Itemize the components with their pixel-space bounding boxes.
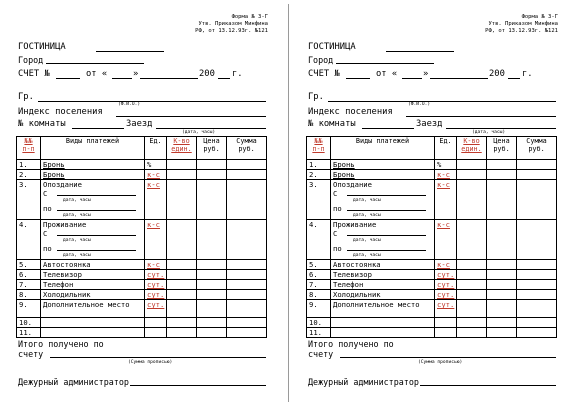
quantity-cell[interactable]	[167, 170, 197, 180]
quantity-cell[interactable]	[167, 270, 197, 280]
from-date-line-caption: дата, часы	[353, 238, 381, 243]
sum-cell[interactable]	[517, 260, 557, 270]
unit	[435, 220, 457, 260]
form-approval: Утв. Приказом Минфина	[198, 21, 268, 27]
form-number: Форма № 3-Г	[231, 14, 268, 20]
guest-label: Гр.	[308, 92, 324, 102]
unit	[435, 280, 457, 290]
table-row	[17, 180, 267, 220]
table-row	[307, 160, 557, 170]
total-field[interactable]	[340, 357, 556, 358]
table-row	[307, 318, 557, 328]
price-cell[interactable]	[197, 328, 227, 338]
index-label: Индекс поселения	[308, 107, 393, 117]
sum-cell[interactable]	[227, 280, 267, 290]
row-number: 1.	[307, 160, 331, 170]
table-row	[17, 260, 267, 270]
table-row	[17, 220, 267, 260]
sum-cell[interactable]	[517, 280, 557, 290]
unit-value: к-с	[147, 180, 160, 189]
row-number: 11.	[307, 328, 331, 338]
fio-caption: (Ф.И.О.)	[118, 102, 141, 107]
quantity-cell[interactable]	[457, 328, 487, 338]
sum-cell[interactable]	[227, 300, 267, 318]
quantity-cell[interactable]	[457, 270, 487, 280]
table-row	[307, 328, 557, 338]
table-row	[307, 290, 557, 300]
payment-type: Телефон	[41, 280, 145, 290]
sum-cell[interactable]	[517, 290, 557, 300]
row-number: 3.	[17, 180, 41, 220]
price-cell[interactable]	[487, 290, 517, 300]
payment-type: Бронь	[41, 170, 145, 180]
payments-table	[16, 136, 267, 338]
quantity-cell[interactable]	[167, 260, 197, 270]
index-field[interactable]	[116, 116, 266, 117]
unit-value: к-с	[437, 260, 450, 269]
unit-value: сут.	[437, 280, 455, 289]
payment-type: Дополнительное место	[41, 300, 145, 318]
row-number: 5.	[307, 260, 331, 270]
hotel-label: ГОСТИНИЦА	[18, 42, 66, 52]
words-caption: (Сумма прописью)	[418, 360, 463, 365]
table-row	[307, 180, 557, 220]
unit-value: сут.	[147, 270, 165, 279]
invoice-number-field[interactable]	[346, 78, 370, 79]
datetime-caption: (дата, часы)	[182, 130, 216, 135]
col-unit-header: Ед.	[435, 137, 457, 160]
unit-value: %	[437, 160, 442, 169]
sum-cell[interactable]	[517, 300, 557, 318]
unit-value: %	[147, 160, 152, 169]
table-row	[307, 280, 557, 290]
price-cell[interactable]	[197, 270, 227, 280]
from-date-line-caption: дата, часы	[63, 198, 91, 203]
table-row	[17, 170, 267, 180]
admin-signature-field[interactable]	[420, 385, 556, 386]
row-number: 6.	[17, 270, 41, 280]
sum-cell[interactable]	[517, 160, 557, 170]
year-field[interactable]	[218, 78, 230, 79]
unit	[145, 280, 167, 290]
payment-type-label: Опоздание	[43, 180, 82, 189]
words-caption: (Сумма прописью)	[128, 360, 173, 365]
payment-type: Холодильник	[331, 290, 435, 300]
price-cell[interactable]	[487, 170, 517, 180]
year-field[interactable]	[508, 78, 520, 79]
unit-value: к-с	[437, 220, 450, 229]
table-row	[307, 220, 557, 260]
row-number: 10.	[307, 318, 331, 328]
sum-cell[interactable]	[517, 328, 557, 338]
unit	[435, 260, 457, 270]
to-date-line[interactable]	[57, 210, 136, 211]
day-field[interactable]	[402, 78, 422, 79]
index-label: Индекс поселения	[18, 107, 103, 117]
to-date-line-caption: дата, часы	[353, 213, 381, 218]
price-cell[interactable]	[197, 160, 227, 170]
from-date-line-label: С	[43, 229, 48, 238]
table-row	[17, 328, 267, 338]
price-cell[interactable]	[197, 290, 227, 300]
price-cell[interactable]	[197, 318, 227, 328]
admin-label: Дежурный администратор	[308, 377, 419, 387]
price-cell[interactable]	[487, 300, 517, 318]
payment-type: Телефон	[331, 280, 435, 290]
price-cell[interactable]	[487, 180, 517, 220]
table-row	[17, 290, 267, 300]
row-number: 7.	[307, 280, 331, 290]
payment-type	[41, 180, 145, 220]
year-suffix: г.	[232, 69, 243, 79]
unit-value: сут.	[437, 270, 455, 279]
page-divider	[288, 4, 289, 402]
unit	[145, 300, 167, 318]
year-label: 200	[199, 69, 215, 79]
payment-type: Холодильник	[41, 290, 145, 300]
from-label: от «	[86, 69, 108, 79]
quantity-cell[interactable]	[167, 220, 197, 260]
invoice-number-field[interactable]	[56, 78, 80, 79]
unit	[145, 180, 167, 220]
to-date-line-caption: дата, часы	[63, 213, 91, 218]
price-cell[interactable]	[487, 280, 517, 290]
arrival-field[interactable]	[156, 128, 266, 129]
unit	[435, 180, 457, 220]
table-header-row	[17, 137, 267, 160]
quantity-cell[interactable]	[457, 280, 487, 290]
unit	[435, 290, 457, 300]
form-reference: РФ, от 13.12.93г. №121	[195, 28, 268, 34]
payment-type: Бронь	[41, 160, 145, 170]
unit	[145, 328, 167, 338]
to-date-line-label: по	[333, 204, 342, 213]
row-number: 8.	[17, 290, 41, 300]
price-cell[interactable]	[487, 270, 517, 280]
row-number: 7.	[17, 280, 41, 290]
from-date-line[interactable]	[347, 195, 426, 196]
unit	[435, 170, 457, 180]
quantity-cell[interactable]	[457, 290, 487, 300]
quantity-cell[interactable]	[167, 160, 197, 170]
city-label: Город	[308, 55, 334, 65]
quantity-cell[interactable]	[167, 290, 197, 300]
sum-cell[interactable]	[227, 160, 267, 170]
price-cell[interactable]	[487, 220, 517, 260]
payment-type	[331, 220, 435, 260]
row-number: 1.	[17, 160, 41, 170]
sum-cell[interactable]	[227, 270, 267, 280]
col-price-header: Цена руб.	[197, 137, 227, 160]
table-row	[307, 270, 557, 280]
col-qty-header: К-во един.	[457, 137, 487, 160]
from-date-line-caption: дата, часы	[63, 238, 91, 243]
unit	[145, 220, 167, 260]
to-date-line-label: по	[333, 244, 342, 253]
price-cell[interactable]	[197, 170, 227, 180]
payment-type: Бронь	[331, 160, 435, 170]
from-date-line-label: С	[333, 229, 338, 238]
to-date-line[interactable]	[347, 210, 426, 211]
arrival-label: Заезд	[416, 119, 443, 129]
unit	[145, 318, 167, 328]
arrival-field[interactable]	[446, 128, 556, 129]
payment-type: Автостоянка	[41, 260, 145, 270]
sum-cell[interactable]	[227, 180, 267, 220]
to-date-line-label: по	[43, 204, 52, 213]
city-label: Город	[18, 55, 44, 65]
row-number: 3.	[307, 180, 331, 220]
month-field[interactable]	[140, 78, 198, 79]
unit-value: к-с	[147, 170, 160, 179]
total-field[interactable]	[50, 357, 266, 358]
unit-value: сут.	[437, 300, 455, 309]
sum-cell[interactable]	[227, 328, 267, 338]
row-number: 6.	[307, 270, 331, 280]
table-row	[17, 318, 267, 328]
city-field[interactable]	[46, 63, 144, 64]
unit	[145, 290, 167, 300]
city-field[interactable]	[336, 63, 434, 64]
form-number: Форма № 3-Г	[521, 14, 558, 20]
to-date-line[interactable]	[347, 250, 426, 251]
form-reference: РФ, от 13.12.93г. №121	[485, 28, 558, 34]
account-label: счету	[308, 349, 334, 359]
payments-table	[306, 136, 557, 338]
payment-type: Дополнительное место	[331, 300, 435, 318]
unit	[145, 170, 167, 180]
to-date-line-label: по	[43, 244, 52, 253]
invoice-number-label: СЧЕТ №	[308, 69, 340, 79]
day-close-quote: »	[423, 69, 429, 79]
price-cell[interactable]	[197, 300, 227, 318]
from-date-line[interactable]	[57, 235, 136, 236]
payment-type	[331, 180, 435, 220]
unit-value: сут.	[147, 300, 165, 309]
payment-type	[41, 220, 145, 260]
payment-type-label: Опоздание	[333, 180, 372, 189]
quantity-cell[interactable]	[457, 180, 487, 220]
room-label: № комнаты	[308, 119, 356, 129]
sum-cell[interactable]	[227, 318, 267, 328]
price-cell[interactable]	[487, 318, 517, 328]
total-label: Итого получено по	[308, 339, 394, 349]
year-label: 200	[489, 69, 505, 79]
form-approval: Утв. Приказом Минфина	[488, 21, 558, 27]
sum-cell[interactable]	[227, 290, 267, 300]
quantity-cell[interactable]	[457, 300, 487, 318]
index-field[interactable]	[406, 116, 556, 117]
price-cell[interactable]	[197, 180, 227, 220]
col-price-header: Цена руб.	[487, 137, 517, 160]
admin-signature-field[interactable]	[130, 385, 266, 386]
unit-value: к-с	[147, 260, 160, 269]
unit	[435, 328, 457, 338]
room-field[interactable]	[72, 128, 124, 129]
price-cell[interactable]	[487, 328, 517, 338]
payment-type	[331, 318, 435, 328]
unit	[435, 318, 457, 328]
sum-cell[interactable]	[517, 220, 557, 260]
guest-field[interactable]	[38, 101, 266, 102]
from-date-line-caption: дата, часы	[353, 198, 381, 203]
col-qty-header: К-во един.	[167, 137, 197, 160]
unit	[145, 260, 167, 270]
col-num-header: №№ п-п	[307, 137, 331, 160]
table-row	[307, 260, 557, 270]
table-row	[17, 300, 267, 318]
invoice-form-left	[6, 0, 282, 406]
quantity-cell[interactable]	[167, 300, 197, 318]
from-label: от «	[376, 69, 398, 79]
total-label: Итого получено по	[18, 339, 104, 349]
col-sum-header: Сумма руб.	[227, 137, 267, 160]
sum-cell[interactable]	[517, 270, 557, 280]
quantity-cell[interactable]	[167, 280, 197, 290]
row-number: 4.	[17, 220, 41, 260]
table-body	[307, 160, 557, 338]
quantity-cell[interactable]	[167, 180, 197, 220]
sum-cell[interactable]	[227, 170, 267, 180]
payment-type-label: Проживание	[43, 220, 87, 229]
hotel-label: ГОСТИНИЦА	[308, 42, 356, 52]
account-label: счету	[18, 349, 44, 359]
quantity-cell[interactable]	[457, 318, 487, 328]
form-header	[485, 14, 558, 35]
room-label: № комнаты	[18, 119, 66, 129]
hotel-field[interactable]	[96, 51, 164, 52]
guest-label: Гр.	[18, 92, 34, 102]
col-num-header: №№ п-п	[17, 137, 41, 160]
fio-caption: (Ф.И.О.)	[408, 102, 431, 107]
quantity-cell[interactable]	[457, 220, 487, 260]
unit	[145, 160, 167, 170]
price-cell[interactable]	[197, 220, 227, 260]
row-number: 10.	[17, 318, 41, 328]
to-date-line-caption: дата, часы	[353, 253, 381, 258]
price-cell[interactable]	[487, 260, 517, 270]
payment-type	[41, 328, 145, 338]
from-date-line[interactable]	[347, 235, 426, 236]
arrival-label: Заезд	[126, 119, 153, 129]
quantity-cell[interactable]	[457, 170, 487, 180]
col-type-header: Виды платежей	[331, 137, 435, 160]
sum-cell[interactable]	[517, 180, 557, 220]
unit-value: к-с	[437, 180, 450, 189]
sum-cell[interactable]	[517, 170, 557, 180]
price-cell[interactable]	[487, 160, 517, 170]
row-number: 9.	[307, 300, 331, 318]
room-field[interactable]	[362, 128, 414, 129]
col-sum-header: Сумма руб.	[517, 137, 557, 160]
unit	[435, 270, 457, 280]
day-close-quote: »	[133, 69, 139, 79]
payment-type-label: Проживание	[333, 220, 377, 229]
table-row	[17, 270, 267, 280]
payment-type: Автостоянка	[331, 260, 435, 270]
unit-value: к-с	[147, 220, 160, 229]
table-row	[307, 170, 557, 180]
unit	[145, 270, 167, 280]
quantity-cell[interactable]	[167, 318, 197, 328]
admin-label: Дежурный администратор	[18, 377, 129, 387]
to-date-line-caption: дата, часы	[63, 253, 91, 258]
table-header-row	[307, 137, 557, 160]
to-date-line[interactable]	[57, 250, 136, 251]
table-row	[17, 160, 267, 170]
guest-field[interactable]	[328, 101, 556, 102]
unit-value: сут.	[147, 280, 165, 289]
unit	[435, 300, 457, 318]
year-suffix: г.	[522, 69, 533, 79]
from-date-line-label: С	[43, 189, 48, 198]
payment-type: Телевизор	[331, 270, 435, 280]
datetime-caption: (дата, часы)	[472, 130, 506, 135]
month-field[interactable]	[430, 78, 488, 79]
table-row	[307, 300, 557, 318]
from-date-line[interactable]	[57, 195, 136, 196]
quantity-cell[interactable]	[167, 328, 197, 338]
quantity-cell[interactable]	[457, 260, 487, 270]
row-number: 5.	[17, 260, 41, 270]
day-field[interactable]	[112, 78, 132, 79]
col-unit-header: Ед.	[145, 137, 167, 160]
table-body	[17, 160, 267, 338]
table-row	[17, 280, 267, 290]
sum-cell[interactable]	[227, 220, 267, 260]
unit-value: сут.	[147, 290, 165, 299]
form-header	[195, 14, 268, 35]
sum-cell[interactable]	[517, 318, 557, 328]
row-number: 9.	[17, 300, 41, 318]
payment-type: Телевизор	[41, 270, 145, 280]
row-number: 8.	[307, 290, 331, 300]
col-type-header: Виды платежей	[41, 137, 145, 160]
row-number: 2.	[307, 170, 331, 180]
hotel-field[interactable]	[386, 51, 454, 52]
price-cell[interactable]	[197, 280, 227, 290]
row-number: 4.	[307, 220, 331, 260]
invoice-form-right	[296, 0, 572, 406]
price-cell[interactable]	[197, 260, 227, 270]
unit	[435, 160, 457, 170]
payment-type	[41, 318, 145, 328]
payment-type: Бронь	[331, 170, 435, 180]
sum-cell[interactable]	[227, 260, 267, 270]
unit-value: сут.	[437, 290, 455, 299]
row-number: 2.	[17, 170, 41, 180]
row-number: 11.	[17, 328, 41, 338]
quantity-cell[interactable]	[457, 160, 487, 170]
from-date-line-label: С	[333, 189, 338, 198]
unit-value: к-с	[437, 170, 450, 179]
invoice-number-label: СЧЕТ №	[18, 69, 50, 79]
payment-type	[331, 328, 435, 338]
